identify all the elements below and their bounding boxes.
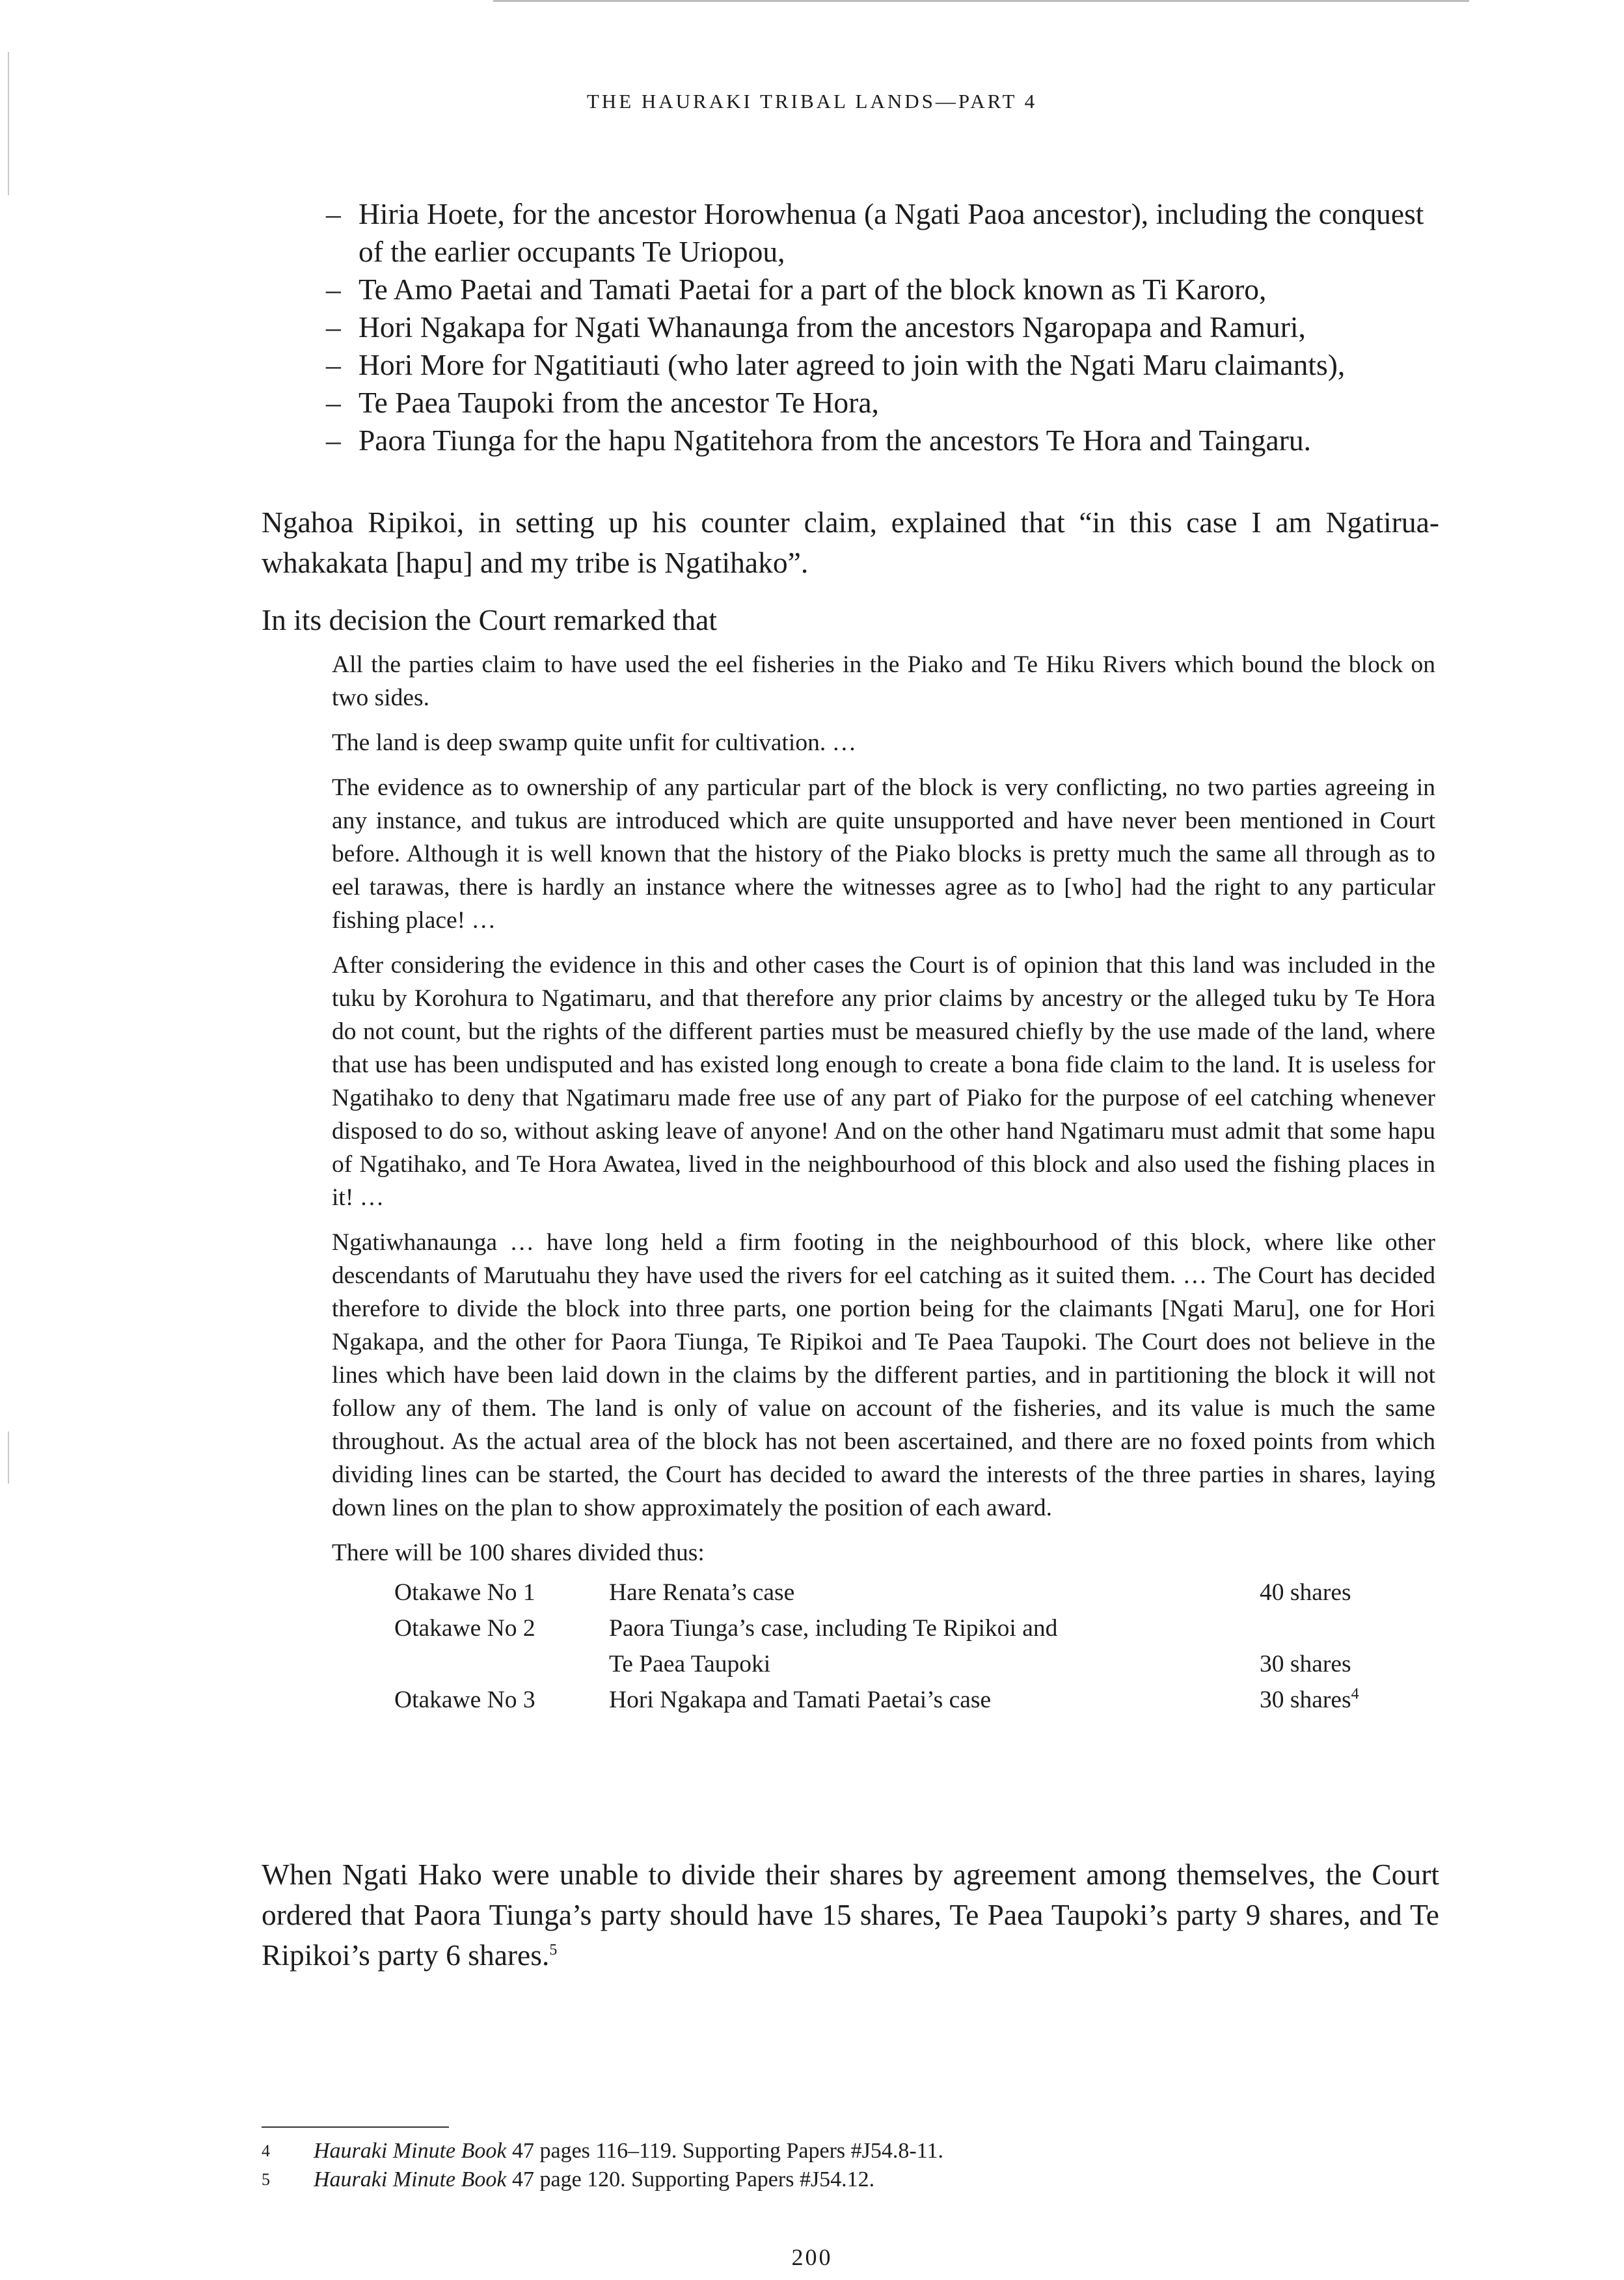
closing-paragraph <box>262 1854 1439 1975</box>
quote-paragraph: Ngatiwhanaunga … have long held a firm footing in the neighbourhood of this block, where like other descendants of Marutuahu they have used the rivers for eel catching as it suited them. … The Court has decided therefore to divide the block into three parts, one portion being for the claimants [Ngati Maru], one for Hori Ngakapa, and the other for Paora Tiunga, Te Ripikoi and Te Paea Taupoki. The Court does not believe in the lines which have been laid down in the claims by the different parties, and in partitioning the block it will not follow any of them. The land is only of value on account of the fisheries, and its value is much the same throughout. As the actual area of the block has not been ascertained, and there are no foxed points from which dividing lines can be started, the Court has decided to award the interests of the three parties in shares, laying down lines on the plan to show approximately the position of each award. <box>332 1229 1435 1521</box>
footnote-text: 47 page 120. Supporting Papers #J54.12. <box>506 2167 875 2192</box>
table-row <box>394 1575 1435 1610</box>
list-item: – Te Paea Taupoki from the ancestor Te Hora, <box>323 384 1442 422</box>
table-cell-case: Paora Tiunga’s case, including Te Ripikoi and <box>609 1615 1058 1642</box>
table-row <box>394 1646 1435 1682</box>
page-number: 200 <box>791 2244 833 2270</box>
shares-intro: There will be 100 shares divided thus: <box>332 1540 705 1566</box>
quote-paragraph: The evidence as to ownership of any particular part of the block is very conflicting, no two parties agreeing in any instance, and tukus are introduced which are quite unsupported and have never been mentioned in Court before. Although it is well known that the history of the Piako blocks is pretty much the same all through as to eel tarawas, there is hardly an instance where the witnesses agree as to [who] had the right to any particular fishing place! … <box>332 774 1435 934</box>
table-cell-case: Hare Renata’s case <box>609 1579 795 1606</box>
scan-edge-mark <box>8 1432 9 1484</box>
footnote-ref[interactable]: 4 <box>1351 1685 1359 1703</box>
footnote <box>262 2137 1303 2165</box>
footnote-source: Hauraki Minute Book <box>314 2139 507 2163</box>
table-cell-case: Te Paea Taupoki <box>609 1651 771 1677</box>
quote-paragraph: The land is deep swamp quite unfit for cultivation. … <box>332 729 857 756</box>
table-cell-block: Otakawe No 2 <box>394 1615 535 1642</box>
footnote-text: 47 pages 116–119. Supporting Papers #J54.8-11. <box>506 2139 943 2163</box>
footnote-ref[interactable]: 5 <box>549 1941 558 1959</box>
ngahoa-paragraph: Ngahoa Ripikoi, in setting up his counter claim, explained that “in this case I am Ngatirua-whakakata [hapu] and my tribe is Ngatihako”. <box>262 506 1439 579</box>
footnote-rule <box>262 2126 449 2128</box>
footnote <box>262 2165 1303 2194</box>
shares-table <box>394 1575 1435 1718</box>
table-cell-shares: 40 shares <box>1260 1579 1351 1606</box>
footnote-number: 4 <box>262 2141 270 2160</box>
claimants-list <box>323 195 1442 459</box>
footnotes <box>262 2137 1303 2194</box>
list-item: – Hiria Hoete, for the ancestor Horowhenua (a Ngati Paoa ancestor), including the conquest of the earlier occupants Te Uriopou, <box>323 195 1442 271</box>
list-item: – Hori Ngakapa for Ngati Whanaunga from the ancestors Ngaropapa and Ramuri, <box>323 308 1442 346</box>
top-border-rule <box>493 0 1469 2</box>
table-cell-shares: 30 shares <box>1260 1687 1351 1713</box>
table-row <box>394 1610 1435 1646</box>
list-item: – Hori More for Ngatitiauti (who later agreed to join with the Ngati Maru claimants), <box>323 346 1442 384</box>
table-row <box>394 1682 1435 1718</box>
list-item: – Te Amo Paetai and Tamati Paetai for a part of the block known as Ti Karoro, <box>323 271 1442 308</box>
quote-paragraph: All the parties claim to have used the eel fisheries in the Piako and Te Hiku Rivers which bound the block on two sides. <box>332 651 1435 711</box>
running-header: THE HAURAKI TRIBAL LANDS—PART 4 <box>586 90 1038 113</box>
footnote-source: Hauraki Minute Book <box>314 2167 507 2192</box>
court-decision-quote <box>332 648 1435 1718</box>
footnote-number: 5 <box>262 2170 270 2189</box>
scan-edge-mark <box>8 52 9 195</box>
table-cell-block: Otakawe No 1 <box>394 1579 535 1606</box>
quote-paragraph: After considering the evidence in this and other cases the Court is of opinion that this land was included in the tuku by Korohura to Ngatimaru, and that therefore any prior claims by ancestry or the alleged tuku by Te Hora do not count, but the rights of the different parties must be measured chiefly by the use made of the land, where that use has been undisputed and has existed long enough to create a bona fide claim to the land. It is useless for Ngatihako to deny that Ngatimaru made free use of any part of Piako for the purpose of eel catching whenever disposed to do so, without asking leave of anyone! And on the other hand Ngatimaru must admit that some hapu of Ngatihako, and Te Hora Awatea, lived in the neighbourhood of this block and also used the fishing places in it! … <box>332 952 1435 1211</box>
list-item: – Paora Tiunga for the hapu Ngatitehora from the ancestors Te Hora and Taingaru. <box>323 422 1442 459</box>
table-cell-shares: 30 shares <box>1260 1651 1351 1677</box>
table-cell-case: Hori Ngakapa and Tamati Paetai’s case <box>609 1687 992 1713</box>
closing-text: When Ngati Hako were unable to divide their shares by agreement among themselves, the Court ordered that Paora Tiunga’s party should have 15 shares, Te Paea Taupoki’s party 9 shares, and Te Ripikoi’s party 6 shares. <box>262 1858 1439 1972</box>
table-cell-block: Otakawe No 3 <box>394 1687 535 1713</box>
decision-intro-paragraph: In its decision the Court remarked that <box>262 603 718 636</box>
